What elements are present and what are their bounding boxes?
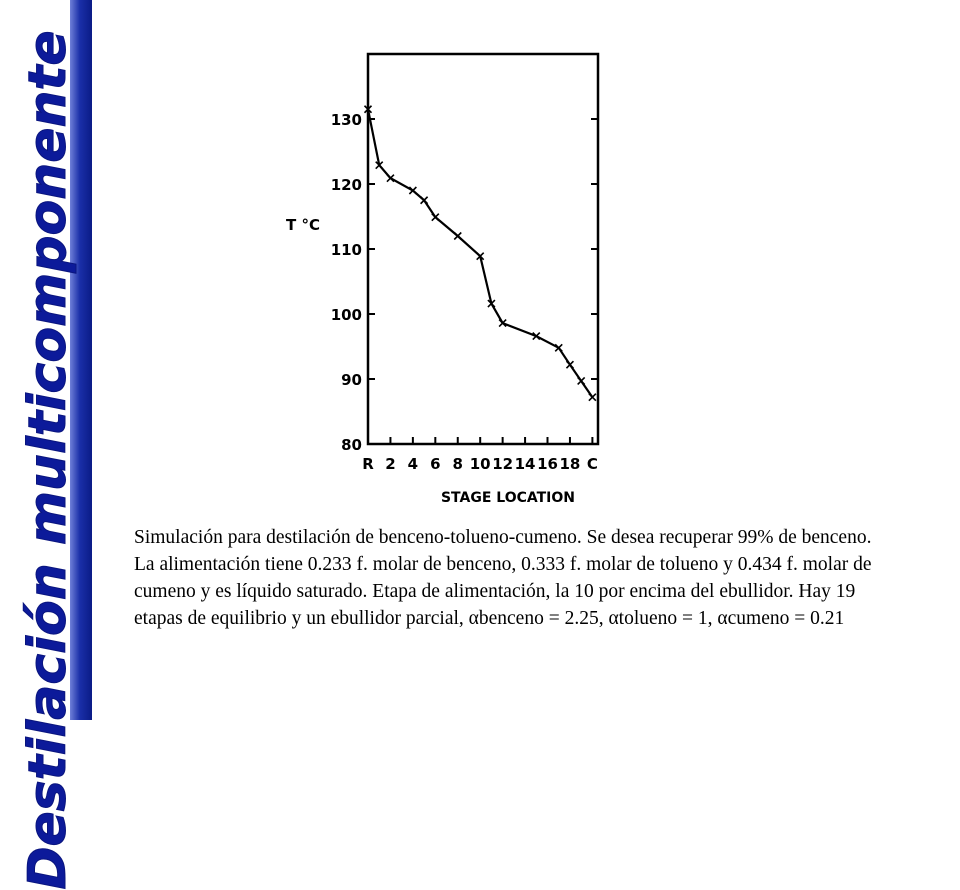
temperature-profile-chart: [270, 20, 650, 510]
y-tick-label: 100: [330, 306, 362, 324]
y-axis: [331, 111, 598, 454]
x-axis: [362, 437, 598, 473]
series-line: [368, 109, 592, 397]
data-point: [454, 233, 461, 240]
y-axis-label: T °C: [286, 216, 320, 234]
x-tick-label: 10: [469, 455, 491, 473]
data-point: [578, 377, 585, 384]
x-tick-label: 2: [385, 455, 396, 473]
y-tick-label: 80: [341, 436, 362, 454]
data-point: [589, 394, 596, 401]
data-point: [555, 344, 562, 351]
x-axis-label: STAGE LOCATION: [440, 490, 576, 506]
y-tick-label: 120: [330, 176, 362, 194]
data-point: [387, 175, 394, 182]
series-group: [365, 106, 596, 401]
y-tick-label: 130: [330, 111, 362, 129]
x-tick-label: 8: [452, 455, 463, 473]
y-tick-label: 110: [330, 241, 362, 259]
data-point: [421, 197, 428, 204]
y-tick-label: 90: [341, 371, 362, 389]
data-point: [566, 361, 573, 368]
data-point: [409, 187, 416, 194]
plot-frame: [368, 54, 598, 444]
data-point: [432, 214, 439, 221]
x-tick-label: C: [586, 455, 598, 473]
simulation-description: Simulación para destilación de benceno-tolueno-cumeno. Se desea recuperar 99% de benceno. La alimentación tiene 0.233 f. molar de benceno, 0.333 f. molar de tolueno y 0.434 f. molar de cumeno y es líquido saturado. Etapa de alimentación, la 10 por encima del ebullidor. Hay 19 etapas de equilibrio y un ebullidor parcial, αbenceno = 2.25, αtolueno = 1, αcumeno = 0.21: [134, 527, 872, 629]
x-tick-label: 4: [407, 455, 419, 473]
x-tick-label: 14: [514, 455, 536, 473]
title-band: [0, 0, 95, 890]
x-tick-label: R: [362, 455, 374, 473]
x-tick-label: 12: [492, 455, 514, 473]
x-tick-label: 18: [559, 455, 581, 473]
slide-title: Destilación multicomponente: [18, 30, 78, 890]
x-tick-label: 6: [430, 455, 441, 473]
x-tick-label: 16: [537, 455, 558, 473]
